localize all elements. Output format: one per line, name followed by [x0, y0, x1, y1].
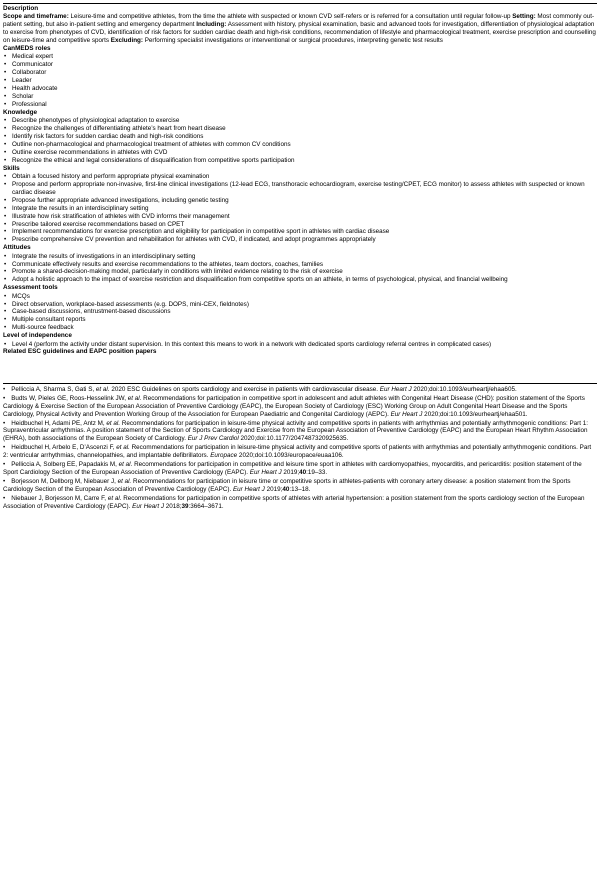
assessment-item-text: Direct observation, workplace-based assessments (e.g. DOPS, mini-CEX, fieldnotes)	[12, 300, 249, 308]
knowledge-item-text: Outline non-pharmacological and pharmacological treatment of athletes with common CV conditions	[12, 140, 291, 148]
skills-list	[3, 173, 597, 244]
reference-authors: Pelliccia A, Solberg EE, Papadakis M,	[11, 461, 119, 469]
skills-item	[3, 205, 597, 213]
guidelines-heading: Related ESC guidelines and EAPC position papers	[3, 348, 157, 356]
reference-authors: Borjesson M, Dellborg M, Niebauer J,	[11, 477, 118, 485]
reference-journal: Eur Heart J	[132, 502, 165, 510]
reference-journal: Eur Heart J	[249, 469, 282, 477]
assessment-list	[3, 293, 597, 333]
independence-list	[3, 341, 597, 349]
bullet-icon: •	[3, 444, 6, 452]
including-label: Including:	[196, 21, 227, 29]
bullet-icon: •	[4, 100, 7, 108]
attitudes-item-text: Adopt a holistic approach to the impact of exercise restriction and disqualification from competitive sports on an athlete, in terms of psychological, physical, and financial wellbeing	[12, 276, 508, 284]
reference-authors: Budts W, Pieles GE, Roos-Hesselink JW,	[11, 394, 128, 402]
skills-item	[3, 236, 597, 244]
reference-journal: Eur Heart J	[232, 485, 265, 493]
bullet-icon: •	[4, 61, 7, 69]
reference-pages: :13–18.	[289, 485, 311, 493]
canmeds-item-text: Collaborator	[12, 69, 47, 77]
knowledge-item	[3, 125, 597, 133]
bullet-icon: •	[4, 196, 7, 204]
bullet-icon: •	[4, 140, 7, 148]
canmeds-item-text: Health advocate	[12, 85, 58, 93]
bullet-icon: •	[4, 53, 7, 61]
skills-item	[3, 213, 597, 221]
attitudes-item	[3, 261, 597, 269]
reference-title: 2020 ESC Guidelines on sports cardiology and exercise in patients with cardiovascular disease.	[109, 385, 380, 393]
skills-item-text: Obtain a focused history and perform appropriate physical examination	[12, 172, 210, 180]
knowledge-item-text: Recognize the challenges of differentiating athlete’s heart from heart disease	[12, 125, 226, 133]
skills-item	[3, 221, 597, 229]
bullet-icon: •	[4, 228, 7, 236]
reference-authors: Heidbuchel H, Adami PE, Antz M,	[11, 419, 107, 427]
reference-pages: :19–33.	[306, 469, 328, 477]
reference-journal: Eur Heart J	[379, 385, 412, 393]
references-list	[3, 386, 597, 511]
reference-title: Recommendations for participation in leisure-time physical activity and competitive sports of patients with arrhythmias and potentially arrhythmogenic conditions. Part 2: ventricular arrhythmias, channelopathies, and implantable defibrillators.	[3, 444, 592, 460]
canmeds-item-text: Medical expert	[12, 53, 53, 61]
bullet-icon: •	[3, 385, 6, 393]
assessment-item	[3, 301, 597, 309]
assessment-item-text: MCQs	[12, 292, 30, 300]
bullet-icon: •	[4, 340, 7, 348]
knowledge-item	[3, 117, 597, 125]
bullet-icon: •	[4, 148, 7, 156]
bullet-icon: •	[4, 92, 7, 100]
reference-year: 2020;doi:10.1093/eurheartj/ehaa501.	[422, 410, 528, 418]
bullet-icon: •	[4, 252, 7, 260]
scope-text: Leisure-time and competitive athletes, from the time the athlete with suspected or known CVD self-refers or is referred for a consultation until regular follow-up	[68, 13, 513, 21]
reference-item	[3, 420, 597, 444]
bullet-icon: •	[4, 324, 7, 332]
skills-item-text: Prescribe comprehensive CV prevention and rehabilitation for athletes with CVD, if indicated, and adopt programmes appropriately	[12, 236, 376, 244]
knowledge-item	[3, 141, 597, 149]
attitudes-item-text: Communicate effectively results and exercise recommendations to the athletes, team doctors, coaches, families	[12, 260, 324, 268]
reference-item	[3, 478, 597, 494]
bullet-icon: •	[3, 494, 6, 502]
scope-paragraph	[3, 13, 597, 45]
reference-volume: 39	[181, 502, 189, 510]
reference-etal: et al.	[118, 461, 133, 469]
skills-heading: Skills	[3, 164, 20, 172]
reference-item	[3, 444, 597, 460]
bullet-icon: •	[4, 77, 7, 85]
excluding-text: Performing specialist investigations or interventional or surgical procedures, interpreting genetic test results	[142, 37, 443, 45]
reference-title: Recommendations for participation in leisure time or competitive sports in athletes-patients with coronary artery disease: a position statement from the Sports Cardiology Section of the European Association of Preventive Cardiology (EAPC).	[3, 477, 571, 493]
skills-item	[3, 173, 597, 181]
reference-year: 2018;	[164, 502, 182, 510]
reference-item	[3, 386, 597, 394]
canmeds-item	[3, 61, 597, 69]
including-text: Assessment with history, physical examination, basic and advanced tools for investigation, differentiation of physiological adaptation to exercise from phenotypes of CVD, identification of risk factors for sudden cardiac death and high-risk conditions, recommendation of lifestyle and pharmacological treatment, exercise prescription and counselling on leisure-time and competitive sports	[3, 21, 596, 45]
bullet-icon: •	[4, 117, 7, 125]
bullet-icon: •	[4, 220, 7, 228]
reference-title: Recommendations for participation in competitive sport in adolescent and adult athletes with Congenital Heart Disease (CHD): position statement of the Sports Cardiology & Exercise Section of the European Association of Preventive Cardiology (EAPC), the European Society of Cardiology (ESC) Working Group on Adult Congenital Heart Disease and the Sports Cardiology, Physical Activity and Prevention Working Group of the Association for European Paediatric and Congenital Cardiology (AEPC).	[3, 394, 585, 418]
assessment-item	[3, 316, 597, 324]
reference-item	[3, 395, 597, 419]
references-rule	[3, 383, 597, 384]
setting-label: Setting:	[512, 13, 536, 21]
canmeds-item	[3, 77, 597, 85]
reference-etal: et al.	[127, 394, 142, 402]
reference-year: 2020;doi:10.1093/europace/euaa106.	[237, 452, 344, 460]
bullet-icon: •	[3, 461, 6, 469]
assessment-heading: Assessment tools	[3, 284, 58, 292]
attitudes-heading: Attitudes	[3, 244, 31, 252]
description-heading: Description	[3, 5, 39, 12]
canmeds-list	[3, 53, 597, 108]
reference-year: 2020;doi:10.1177/2047487320925635.	[238, 435, 349, 443]
spacer	[3, 357, 597, 383]
reference-etal: et al.	[95, 385, 110, 393]
canmeds-item	[3, 93, 597, 101]
assessment-item	[3, 308, 597, 316]
top-rule	[3, 3, 597, 4]
knowledge-heading: Knowledge	[3, 108, 38, 116]
skills-item	[3, 228, 597, 236]
knowledge-item-text: Recognize the ethical and legal considerations of disqualification from competitive sports participation	[12, 156, 295, 164]
bullet-icon: •	[4, 268, 7, 276]
bullet-icon: •	[3, 477, 6, 485]
bullet-icon: •	[4, 69, 7, 77]
skills-item-text: Prescribe tailored exercise recommendations based on CPET	[12, 220, 185, 228]
reference-authors: Niebauer J, Borjesson M, Carre F,	[11, 494, 108, 502]
scope-label: Scope and timeframe:	[3, 13, 69, 21]
attitudes-list	[3, 253, 597, 285]
attitudes-item-text: Integrate the results of investigations in an interdisciplinary setting	[12, 252, 196, 260]
assessment-item-text: Multiple consultant reports	[12, 316, 86, 324]
reference-title: Recommendations for participation in competitive sports of athletes with arterial hypertension: a position statement from the sports cardiology section of the European Association of Preventive Cardiology (EAPC).	[3, 494, 585, 510]
skills-item-text: Propose and perform appropriate non-invasive, first-line clinical investigations (12-lead ECG, transthoracic echocardiogram, exercise testing/CPET, ECG monitor) to assess athletes with suspected or known cardiac disease	[12, 180, 585, 196]
skills-item	[3, 181, 597, 197]
reference-etal: et al.	[107, 494, 122, 502]
knowledge-item-text: Outline exercise recommendations in athletes with CVD	[12, 148, 168, 156]
reference-authors: Heidbuchel H, Arbelo E, D’Ascenzi F,	[11, 444, 117, 452]
assessment-item	[3, 324, 597, 332]
bullet-icon: •	[4, 276, 7, 284]
bullet-icon: •	[4, 212, 7, 220]
reference-journal: Eur Heart J	[390, 410, 423, 418]
bullet-icon: •	[4, 132, 7, 140]
bullet-icon: •	[4, 300, 7, 308]
document-page	[3, 0, 597, 511]
skills-item-text: Propose further appropriate advanced investigations, including genetic testing	[12, 196, 229, 204]
bullet-icon: •	[4, 85, 7, 93]
reference-authors: Pelliccia A, Sharma S, Gati S,	[11, 385, 96, 393]
reference-volume: 40	[282, 485, 290, 493]
independence-item-text: Level 4 (perform the activity under distant supervision. In this context this means to work in a network with dedicated sports cardiology referral centres in complicated cases)	[12, 340, 492, 348]
reference-pages: :3664–3671.	[188, 502, 224, 510]
bullet-icon: •	[4, 316, 7, 324]
knowledge-item-text: Identify risk factors for sudden cardiac death and high-risk conditions	[12, 132, 204, 140]
independence-heading: Level of independence	[3, 332, 72, 340]
knowledge-item	[3, 157, 597, 165]
bullet-icon: •	[4, 236, 7, 244]
attitudes-item	[3, 253, 597, 261]
canmeds-item-text: Professional	[12, 100, 47, 108]
canmeds-item	[3, 69, 597, 77]
reference-title: Recommendations for participation in competitive and leisure time sport in athletes with cardiomyopathies, myocarditis, and pericarditis: position statement of the Sport Cardiology Section of the European Association of Preventive Cardiology (EAPC).	[3, 461, 582, 477]
canmeds-item-text: Leader	[12, 77, 32, 85]
assessment-item	[3, 293, 597, 301]
bullet-icon: •	[4, 204, 7, 212]
reference-year: 2019;	[281, 469, 300, 477]
canmeds-heading: CanMEDS roles	[3, 45, 51, 53]
reference-journal: Eur J Prev Cardiol	[187, 435, 239, 443]
attitudes-item	[3, 268, 597, 276]
reference-item	[3, 461, 597, 477]
skills-item	[3, 197, 597, 205]
knowledge-item	[3, 133, 597, 141]
canmeds-item	[3, 101, 597, 109]
reference-year: 2019;	[264, 485, 283, 493]
reference-etal: et al.	[106, 419, 121, 427]
knowledge-list	[3, 117, 597, 165]
attitudes-item-text: Promote a shared-decision-making model, particularly in conditions with limited evidence relating to the risk of exercise	[12, 268, 343, 276]
reference-year: 2020;doi:10.1093/eurheartj/ehaa605.	[411, 385, 517, 393]
skills-item-text: Illustrate how risk stratification of athletes with CVD informs their management	[12, 212, 230, 220]
bullet-icon: •	[3, 419, 6, 427]
reference-item	[3, 495, 597, 511]
canmeds-item-text: Communicator	[12, 61, 53, 69]
reference-etal: et al.	[117, 477, 132, 485]
bullet-icon: •	[4, 156, 7, 164]
bullet-icon: •	[4, 292, 7, 300]
bullet-icon: •	[3, 394, 6, 402]
canmeds-item-text: Scholar	[12, 92, 34, 100]
knowledge-item-text: Describe phenotypes of physiological adaptation to exercise	[12, 117, 180, 125]
bullet-icon: •	[4, 260, 7, 268]
bullet-icon: •	[4, 308, 7, 316]
assessment-item-text: Multi-source feedback	[12, 324, 74, 332]
canmeds-item	[3, 53, 597, 61]
reference-etal: et al.	[116, 444, 130, 452]
knowledge-item	[3, 149, 597, 157]
bullet-icon: •	[4, 180, 7, 188]
skills-item-text: Implement recommendations for exercise prescription and eligibility for participation in competitive sport in athletes with cardiac disease	[12, 228, 390, 236]
reference-journal: Europace	[210, 452, 238, 460]
bullet-icon: •	[4, 125, 7, 133]
reference-title: Recommendations for participation in leisure-time physical activity and competitive sports in patients with arrhythmias and potentially arrhythmogenic conditions: Part 1: Supraventricular arrhythmias. A position statement of the Section of Sports Cardiology and Exercise from the European Association of Preventive Cardiology (EAPC) and the European Heart Rhythm Association (EHRA), both associations of the European Society of Cardiology.	[3, 419, 589, 443]
reference-volume: 40	[299, 469, 307, 477]
bullet-icon: •	[4, 172, 7, 180]
excluding-label: Excluding:	[110, 37, 143, 45]
skills-item-text: Integrate the results in an interdisciplinary setting	[12, 204, 149, 212]
attitudes-item	[3, 276, 597, 284]
assessment-item-text: Case-based discussions, entrustment-based discussions	[12, 308, 171, 316]
canmeds-item	[3, 85, 597, 93]
independence-item	[3, 341, 597, 349]
setting-text: Most commonly out-patient setting, but also in-patient setting and emergency department	[3, 13, 595, 29]
